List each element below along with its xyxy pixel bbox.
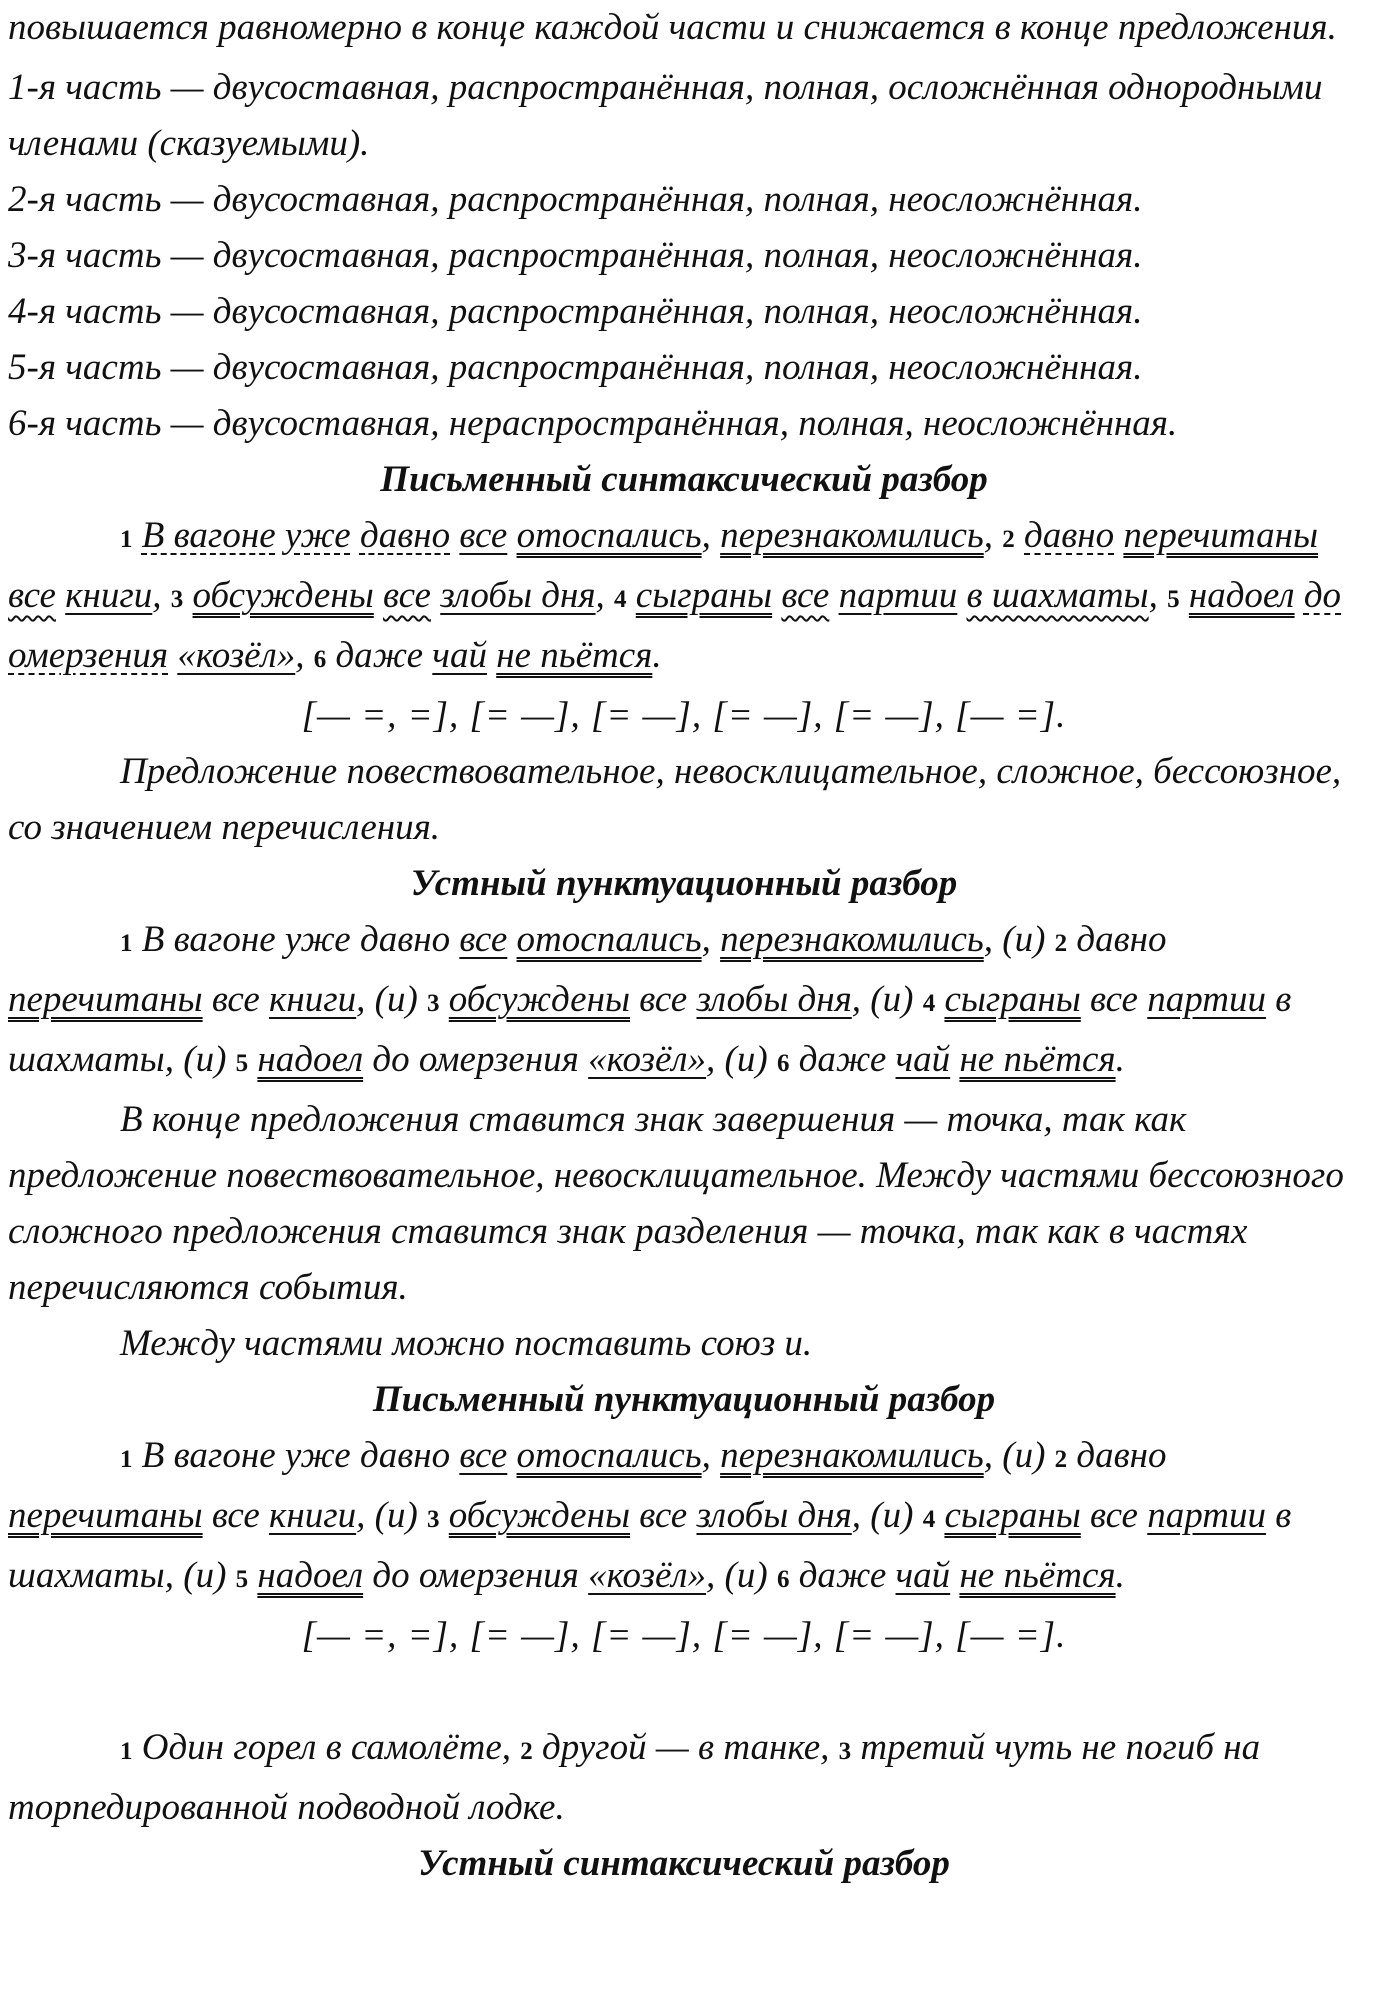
predicate: отоспались: [516, 515, 702, 556]
text-fragment: давно: [1076, 1435, 1167, 1476]
text-fragment: до омерзения: [372, 1555, 579, 1596]
predicate: надоел: [1188, 575, 1295, 616]
predicate: не пьётся: [959, 1555, 1116, 1596]
text-fragment: все: [211, 979, 260, 1020]
text-fragment: , (и): [983, 1435, 1046, 1476]
written-punct-heading: Письменный пунктуационный разбор: [372, 1379, 996, 1420]
comma: ,: [152, 575, 162, 616]
text-fragment: все: [639, 1495, 688, 1536]
subject: чай: [895, 1039, 951, 1080]
predicate: перезнакомились: [720, 919, 984, 960]
part-6: 6-я часть — двусоставная, нераспространённая, полная, неосложнённая.: [8, 403, 1178, 444]
part-number: 1: [120, 526, 133, 553]
text-fragment: все: [639, 979, 688, 1020]
comma: ,: [701, 919, 711, 960]
text-fragment: , (и): [851, 979, 914, 1020]
sentence-scheme: [— =, =], [= —], [= —], [= —], [= —], [— =].: [301, 1615, 1067, 1656]
predicate: отоспались: [516, 919, 702, 960]
subject: партии: [838, 575, 958, 616]
comma: ,: [701, 515, 711, 556]
predicate: надоел: [257, 1039, 364, 1080]
adverbial: давно: [359, 515, 451, 556]
predicate: перечитаны: [8, 1495, 203, 1536]
spacer: [8, 1664, 1360, 1720]
predicate: отоспались: [516, 1435, 702, 1476]
predicate: перезнакомились: [720, 1435, 984, 1476]
attribute: в шахматы: [966, 575, 1149, 616]
part-number: 6: [313, 646, 327, 673]
part-number: 5: [235, 1050, 249, 1077]
part-number: 2: [1002, 526, 1015, 553]
adverbial: уже: [284, 515, 351, 556]
part-number: 3: [170, 586, 184, 613]
next-sentence: [8, 1720, 1360, 1836]
subject: все: [459, 919, 508, 960]
subject: злобы дня: [440, 575, 596, 616]
predicate: надоел: [257, 1555, 364, 1596]
part-4: 4-я часть — двусоставная, распространённая, полная, неосложнённая.: [8, 291, 1143, 332]
comma: ,: [983, 515, 994, 556]
subject: чай: [895, 1555, 951, 1596]
subject: книги: [269, 979, 357, 1020]
text-fragment: , (и): [983, 919, 1046, 960]
predicate: перечитаны: [1123, 515, 1318, 556]
text-fragment: В вагоне уже давно: [141, 919, 451, 960]
part-number: 1: [120, 1738, 133, 1765]
predicate: сыграны: [635, 575, 773, 616]
written-syntax-sentence: [8, 508, 1360, 688]
predicate: обсуждены: [192, 575, 374, 616]
part-number: 1: [120, 930, 133, 957]
part-number: 3: [427, 990, 440, 1017]
text-fragment: , (и): [356, 1495, 418, 1536]
subject: книги: [65, 575, 153, 616]
part-number: 2: [1054, 1446, 1068, 1473]
part-number: 4: [614, 586, 627, 613]
text-fragment: давно: [1076, 919, 1167, 960]
period: .: [652, 635, 662, 676]
part-number: 2: [1054, 930, 1068, 957]
predicate: обсуждены: [448, 979, 631, 1020]
text-fragment: в шахматы, (и): [8, 1495, 1292, 1596]
part-number: 4: [922, 990, 936, 1017]
comma: ,: [595, 575, 605, 616]
text-fragment: все: [211, 1495, 260, 1536]
subject: чай: [432, 635, 487, 676]
oral-punct-note: Между частями можно поставить союз и.: [120, 1323, 813, 1364]
sentence-characteristic: Предложение повествовательное, невосклицательное, сложное, бессоюзное, со значением перечисления.: [8, 751, 1342, 848]
subject: «козёл»: [177, 635, 296, 676]
part-5: 5-я часть — двусоставная, распространённая, полная, неосложнённая.: [8, 347, 1143, 388]
text-fragment: даже: [798, 1555, 887, 1596]
subject: партии: [1147, 979, 1266, 1020]
text-fragment: , (и): [706, 1555, 768, 1596]
text-fragment: все: [1090, 1495, 1138, 1536]
text-fragment: в шахматы, (и): [8, 979, 1292, 1080]
part-number: 2: [520, 1738, 533, 1765]
subject: книги: [269, 1495, 357, 1536]
text-fragment: , (и): [356, 979, 418, 1020]
comma: ,: [701, 1435, 711, 1476]
comma: ,: [1148, 575, 1158, 616]
intro-line: повышается равномерно в конце каждой части и снижается в конце предложения.: [8, 7, 1337, 48]
predicate: сыграны: [944, 1495, 1081, 1536]
predicate: обсуждены: [448, 1495, 631, 1536]
oral-punct-heading: Устный пунктуационный разбор: [410, 863, 958, 904]
subject: злобы дня: [696, 979, 852, 1020]
text-fragment: даже: [798, 1039, 887, 1080]
attribute: все: [383, 575, 431, 616]
predicate: сыграны: [944, 979, 1081, 1020]
written-punct-sentence: [8, 1428, 1360, 1608]
attribute: все: [781, 575, 830, 616]
subject: все: [459, 1435, 508, 1476]
text-fragment: до омерзения: [372, 1039, 579, 1080]
oral-punct-sentence: [8, 912, 1360, 1092]
part-3: 3-я часть — двусоставная, распространённая, полная, неосложнённая.: [8, 235, 1143, 276]
text-fragment: , (и): [706, 1039, 768, 1080]
comma: ,: [295, 635, 305, 676]
part-number: 4: [922, 1506, 936, 1533]
text-fragment: другой — в танке,: [542, 1727, 830, 1768]
sentence-scheme: [— =, =], [= —], [= —], [= —], [= —], [— =].: [301, 695, 1067, 736]
text-fragment: Один горел в самолёте,: [141, 1727, 512, 1768]
part-2: 2-я часть — двусоставная, распространённая, полная, неосложнённая.: [8, 179, 1143, 220]
subject: «козёл»: [588, 1555, 707, 1596]
predicate: перечитаны: [8, 979, 203, 1020]
oral-punct-explanation: В конце предложения ставится знак завершения — точка, так как предложение повествовательное, невосклицательное. Между частями бессоюзного сложного предложения ставится знак разделения — точка, так как в частях перечисляются события.: [8, 1099, 1344, 1308]
parts-list: [8, 60, 1360, 452]
predicate: не пьётся: [959, 1039, 1116, 1080]
subject: «козёл»: [588, 1039, 707, 1080]
written-syntax-heading: Письменный синтаксический разбор: [380, 459, 988, 500]
subject: партии: [1147, 1495, 1266, 1536]
adverbial: В вагоне: [141, 515, 276, 556]
text-fragment: В вагоне уже давно: [141, 1435, 451, 1476]
part-number: 5: [1167, 586, 1180, 613]
subject: все: [459, 515, 508, 556]
subject: злобы дня: [696, 1495, 852, 1536]
oral-syntax-heading: Устный синтаксический разбор: [418, 1843, 950, 1884]
part-number: 1: [120, 1446, 133, 1473]
predicate: перезнакомились: [720, 515, 984, 556]
part-1: 1-я часть — двусоставная, распространённая, полная, осложнённая однородными членами (сказуемыми).: [8, 67, 1323, 164]
period: .: [1115, 1039, 1125, 1080]
text-fragment: , (и): [851, 1495, 914, 1536]
attribute: все: [8, 575, 56, 616]
adverbial: давно: [1024, 515, 1115, 556]
adverbial: до омерзения: [8, 575, 1342, 676]
period: .: [1115, 1555, 1125, 1596]
part-number: 6: [776, 1566, 790, 1593]
text-fragment: все: [1090, 979, 1138, 1020]
part-number: 5: [235, 1566, 249, 1593]
part-number: 6: [776, 1050, 790, 1077]
predicate: не пьётся: [496, 635, 653, 676]
text-fragment: третий чуть не погиб на торпедированной подводной лодке.: [8, 1727, 1261, 1828]
part-number: 3: [427, 1506, 440, 1533]
particle: даже: [335, 635, 424, 676]
part-number: 3: [838, 1738, 852, 1765]
